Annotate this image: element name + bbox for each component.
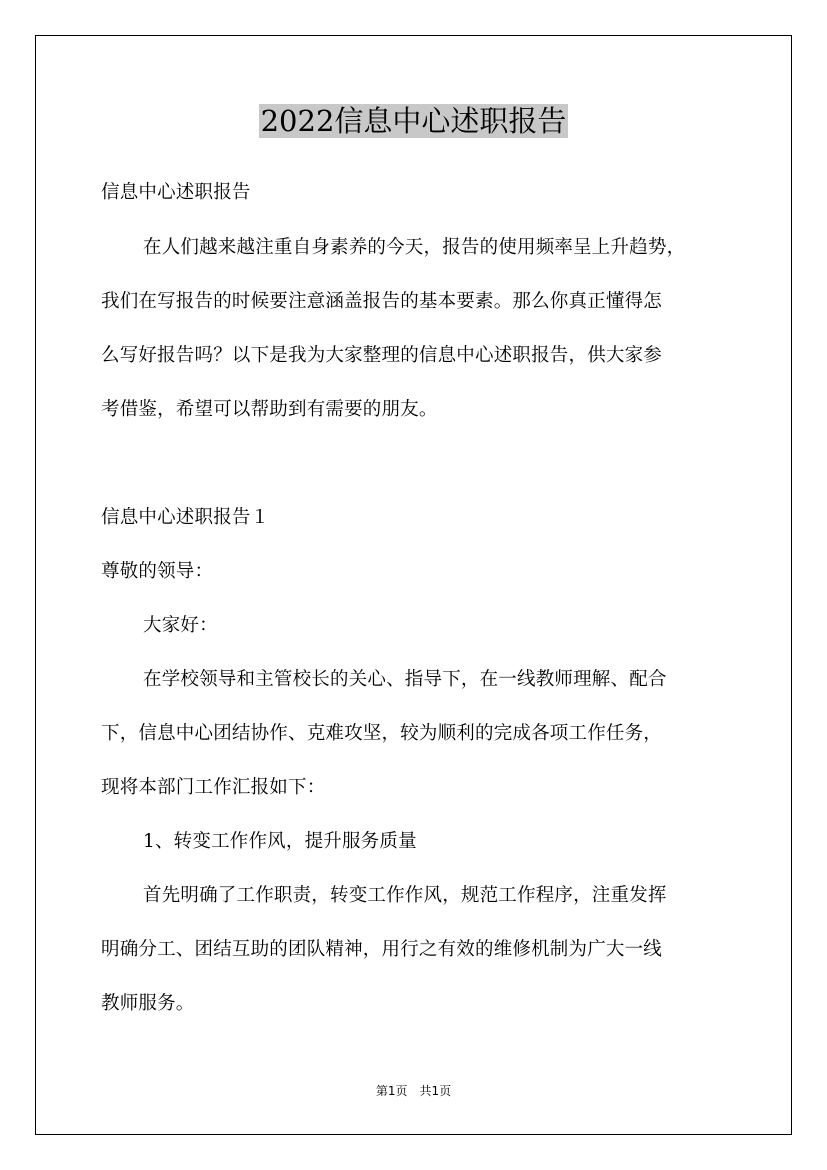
document-subtitle: 信息中心述职报告 (101, 182, 251, 203)
page-number-footer: 第1页 共1页 (375, 1084, 452, 1098)
point1-line-3: 教师服务。 (101, 993, 195, 1014)
intro-line-4: 考借鉴，希望可以帮助到有需要的朋友。 (101, 399, 438, 420)
intro-line-2: 我们在写报告的时候要注意涵盖报告的基本要素。那么你真正懂得怎 (101, 291, 663, 312)
greeting: 大家好： (143, 615, 218, 636)
document-title-text: 2022信息中心述职报告 (260, 104, 567, 138)
point1-line-2: 明确分工、团结互助的团队精神，用行之有效的维修机制为广大一线 (101, 939, 663, 960)
body-line-3: 现将本部门工作汇报如下： (101, 777, 326, 798)
intro-line-1: 在人们越来越注重自身素养的今天，报告的使用频率呈上升趋势， (143, 237, 686, 258)
point1-line-1: 首先明确了工作职责，转变工作作风，规范工作程序，注重发挥 (143, 885, 667, 906)
intro-line-3: 么写好报告吗？以下是我为大家整理的信息中心述职报告，供大家参 (101, 345, 663, 366)
point1-heading: 1、转变工作作风，提升服务质量 (143, 831, 417, 852)
salutation: 尊敬的领导： (101, 561, 214, 582)
document-title (0, 100, 827, 142)
body-line-1: 在学校领导和主管校长的关心、指导下，在一线教师理解、配合 (143, 669, 667, 690)
body-line-2: 下，信息中心团结协作、克难攻坚，较为顺利的完成各项工作任务， (101, 723, 663, 744)
section-title: 信息中心述职报告１ (101, 507, 270, 528)
